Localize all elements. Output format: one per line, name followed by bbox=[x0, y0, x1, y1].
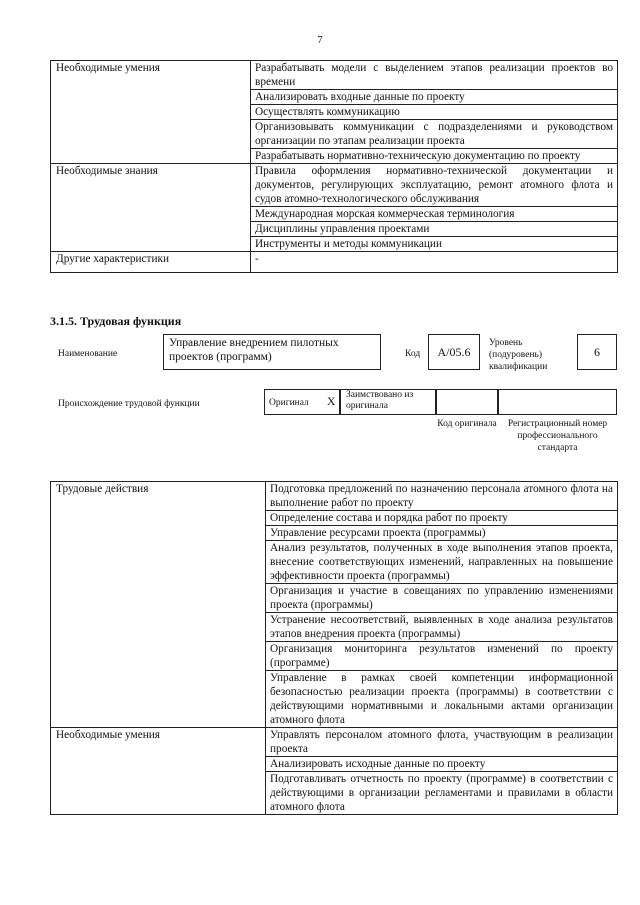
list-item: Анализировать исходные данные по проекту bbox=[266, 757, 618, 772]
table-row bbox=[51, 164, 618, 207]
list-item: Разрабатывать модели с выделением этапов реализации проектов во времени bbox=[251, 61, 618, 90]
list-item: Правила оформления нормативно-технической документации и документов, регулирующих эксплуатацию, ремонт атомного флота и судов атомно-технологического обслуживания bbox=[251, 164, 618, 207]
function-code: A/05.6 bbox=[437, 345, 471, 359]
origin-label: Происхождение трудовой функции bbox=[58, 399, 200, 409]
table-row bbox=[51, 728, 618, 757]
row-label: Необходимые умения bbox=[51, 728, 266, 815]
list-item: Инструменты и методы коммуникации bbox=[251, 237, 618, 252]
reg-number-box bbox=[498, 389, 617, 415]
list-item: Подготовка предложений по назначению персонала атомного флота на выполнение работ по проекту bbox=[266, 482, 618, 511]
original-label: Оригинал bbox=[269, 398, 309, 408]
list-item: Управлять персоналом атомного флота, участвующим в реализации проекта bbox=[266, 728, 618, 757]
row-label: Необходимые знания bbox=[51, 164, 251, 252]
list-item: Дисциплины управления проектами bbox=[251, 222, 618, 237]
name-label: Наименование bbox=[58, 349, 118, 359]
function-name: Управление внедрением пилотных проектов (программ) bbox=[169, 337, 339, 363]
actions-skills-table bbox=[50, 481, 618, 815]
list-item: Анализировать входные данные по проекту bbox=[251, 90, 618, 105]
original-mark: X bbox=[327, 396, 336, 408]
list-item: Управление ресурсами проекта (программы) bbox=[266, 526, 618, 541]
section-heading: 3.1.5. Трудовая функция bbox=[50, 314, 182, 328]
page-number: 7 bbox=[317, 34, 323, 46]
row-label: Необходимые умения bbox=[51, 61, 251, 164]
list-item: Определение состава и порядка работ по проекту bbox=[266, 511, 618, 526]
list-item: Организовывать коммуникации с подразделениями и руководством организации по этапам реализации проекта bbox=[251, 120, 618, 149]
list-item: Устранение несоответствий, выявленных в ходе анализа результатов этапов внедрения проекта (программы) bbox=[266, 613, 618, 642]
table-row bbox=[51, 61, 618, 90]
borrowed-label: Заимствовано из оригинала bbox=[346, 390, 414, 411]
list-item: Разрабатывать нормативно-техническую документацию по проекту bbox=[251, 149, 618, 164]
row-label: Трудовые действия bbox=[51, 482, 266, 728]
list-item: Анализ результатов, полученных в ходе выполнения этапов проекта, внесение соответствующих изменений, направленных на повышение эффективности проекта (программы) bbox=[266, 541, 618, 584]
table-row bbox=[51, 482, 618, 511]
level-label: Уровень (подуровень) квалификации bbox=[489, 338, 548, 372]
table-row bbox=[51, 252, 618, 273]
orig-code-label: Код оригинала bbox=[437, 419, 497, 429]
skills-knowledge-table bbox=[50, 60, 618, 273]
code-label: Код bbox=[405, 349, 421, 359]
list-item: Международная морская коммерческая терминология bbox=[251, 207, 618, 222]
list-item: Управление в рамках своей компетенции информационной безопасностью реализации проекта (программы) в соответствии с действующими нормативными и локальными актами организации атомного флота bbox=[266, 671, 618, 728]
reg-number-label: Регистрационный номер профессионального стандарта bbox=[507, 419, 608, 453]
list-item: Организация мониторинга результатов изменений по проекту (программе) bbox=[266, 642, 618, 671]
list-item: Организация и участие в совещаниях по управлению изменениями проекта (программы) bbox=[266, 584, 618, 613]
row-label: Другие характеристики bbox=[51, 252, 251, 273]
level-value: 6 bbox=[594, 345, 600, 359]
list-item: - bbox=[251, 252, 618, 273]
list-item: Осуществлять коммуникацию bbox=[251, 105, 618, 120]
list-item: Подготавливать отчетность по проекту (программе) в соответствии с действующими в организации регламентами и правилами в области атомного флота bbox=[266, 772, 618, 815]
orig-code-box bbox=[436, 389, 498, 415]
